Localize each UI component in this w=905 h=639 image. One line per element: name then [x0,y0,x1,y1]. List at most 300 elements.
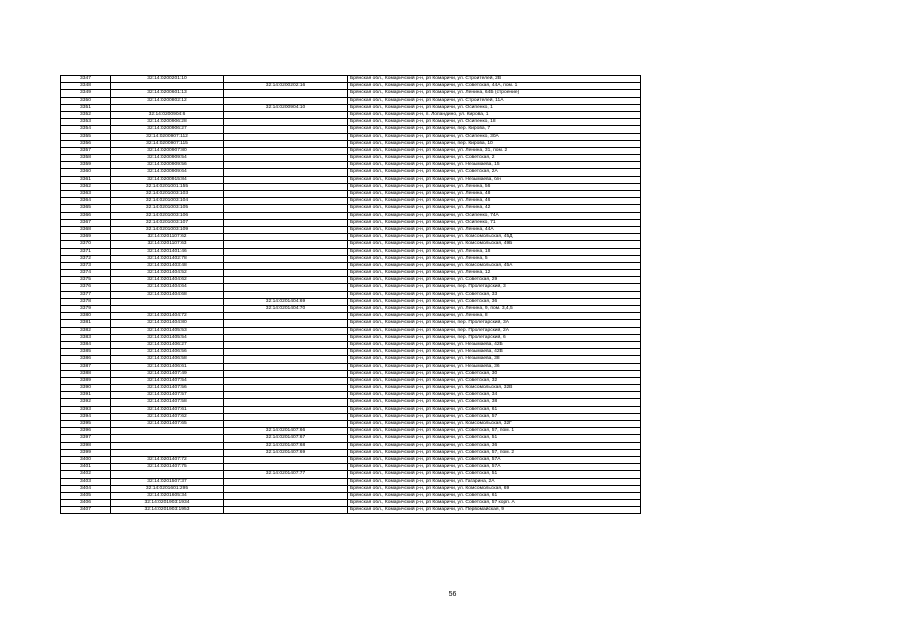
cadastral-number-land-cell: 32:14:0201605:34 [111,492,224,499]
cadastral-number-land-cell [111,471,224,478]
table-row [61,377,641,384]
row-number-cell: 3395 [61,421,111,428]
table-row [61,492,641,499]
address-cell: Брянская обл., Комаричский р-н, рп Комаричи, ул. Советская, 61 [348,492,641,499]
row-number-cell: 3361 [61,176,111,183]
address-cell: Брянская обл., Комаричский р-н, рп Комаричи, ул. Ленина, 48 [348,191,641,198]
table-row [61,205,641,212]
address-cell: Брянская обл., Комаричский р-н, рп Комаричи, ул. Ленина, 46 [348,198,641,205]
cadastral-number-building-cell: 32:14:0201404:69 [224,298,348,305]
cadastral-number-building-cell [224,97,348,104]
table-row [61,270,641,277]
address-cell: Брянская обл., Комаричский р-н, рп Комаричи, ул. Советская, 51 [348,435,641,442]
address-cell: Брянская обл., Комаричский р-н, рп Комаричи, ул. Ленина, 9, пом. 3,4,5 [348,306,641,313]
row-number-cell: 3357 [61,147,111,154]
table-row [61,147,641,154]
cadastral-number-land-cell: 32:14:0200906:28 [111,119,224,126]
cadastral-number-building-cell [224,133,348,140]
cadastral-number-building-cell [224,183,348,190]
table-row [61,111,641,118]
row-number-cell: 3350 [61,97,111,104]
row-number-cell: 3379 [61,306,111,313]
address-cell: Брянская обл., Комаричский р-н, рп Комаричи, ул. Советская, 32 [348,377,641,384]
row-number-cell: 3348 [61,83,111,90]
row-number-cell: 3400 [61,456,111,463]
cadastral-number-building-cell [224,370,348,377]
row-number-cell: 3373 [61,262,111,269]
row-number-cell: 3393 [61,406,111,413]
row-number-cell: 3386 [61,356,111,363]
address-cell: Брянская обл., Комаричский р-н, рп Комаричи, ул. Советская, 29 [348,277,641,284]
table-row [61,162,641,169]
address-cell: Брянская обл., Комаричский р-н, рп Комаричи, ул. Ленина, 64Б (строение) [348,90,641,97]
cadastral-number-land-cell: 32:14:0201407:72 [111,456,224,463]
cadastral-number-land-cell: 32:14:0201404:52 [111,270,224,277]
cadastral-number-building-cell [224,147,348,154]
table-row [61,219,641,226]
address-cell: Брянская обл., Комаричский р-н, рп Комаричи, ул. Ленина, 5 [348,255,641,262]
cadastral-number-land-cell: 32:14:0201406:56 [111,349,224,356]
row-number-cell: 3384 [61,341,111,348]
cadastral-number-land-cell: 32:14:0201003:109 [111,226,224,233]
table-row [61,155,641,162]
cadastral-number-land-cell: 32:14:0201404:64 [111,284,224,291]
table-row [61,435,641,442]
address-cell: Брянская обл., Комаричский р-н, рп Комаричи, ул. Ленина, 18 [348,248,641,255]
table-row [61,133,641,140]
table-row [61,183,641,190]
row-number-cell: 3353 [61,119,111,126]
address-cell: Брянская обл., Комаричский р-н, рп Комаричи, ул. Ленина, 56 [348,183,641,190]
address-cell: Брянская обл., Комаричский р-н, рп Комаричи, пер. Пролетарский, 6 [348,334,641,341]
address-cell: Брянская обл., Комаричский р-н, рп Комаричи, ул. Осипенко, 18 [348,119,641,126]
cadastral-number-building-cell [224,111,348,118]
address-cell: Брянская обл., Комаричский р-н, рп Комаричи, ул. Незымаева, 36 [348,363,641,370]
address-cell: Брянская обл., Комаричский р-н, рп Комаричи, ул. Осипенко, 74А [348,212,641,219]
cadastral-number-land-cell [111,449,224,456]
table-row [61,442,641,449]
cadastral-number-building-cell [224,507,348,514]
row-number-cell: 3399 [61,449,111,456]
cadastral-number-land-cell: 32:14:0200201:10 [111,76,224,83]
table-row [61,385,641,392]
row-number-cell: 3360 [61,169,111,176]
cadastral-number-land-cell: 32:14:0201407:61 [111,406,224,413]
row-number-cell: 3405 [61,492,111,499]
cadastral-number-land-cell: 32:14:0201903:1953 [111,507,224,514]
row-number-cell: 3407 [61,507,111,514]
row-number-cell: 3374 [61,270,111,277]
row-number-cell: 3356 [61,140,111,147]
address-cell: Брянская обл., Комаричский р-н, рп Комаричи, ул. Советская, 44А, пом. 1 [348,83,641,90]
cadastral-number-building-cell: 32:14:0200904:10 [224,104,348,111]
cadastral-number-land-cell: 32:14:0201404:68 [111,291,224,298]
address-cell: Брянская обл., Комаричский р-н, рп Комаричи, ул. Незымаева, б/н [348,176,641,183]
cadastral-number-land-cell: 32:14:0201405:53 [111,327,224,334]
cadastral-number-building-cell [224,500,348,507]
cadastral-number-building-cell [224,248,348,255]
row-number-cell: 3388 [61,370,111,377]
cadastral-number-land-cell: 32:14:0201601:295 [111,485,224,492]
address-cell: Брянская обл., Комаричский р-н, рп Комаричи, ул. Советская, 2 [348,155,641,162]
cadastral-number-land-cell: 32:14:0201107:63 [111,241,224,248]
cadastral-number-building-cell [224,320,348,327]
table-row [61,176,641,183]
table-row [61,169,641,176]
cadastral-number-building-cell [224,341,348,348]
row-number-cell: 3368 [61,226,111,233]
cadastral-number-land-cell [111,442,224,449]
table-row [61,413,641,420]
table-row [61,334,641,341]
address-cell: Брянская обл., Комаричский р-н, рп Комаричи, ул. Ленина, 31, пом. 2 [348,147,641,154]
cadastral-number-building-cell [224,241,348,248]
address-cell: Брянская обл., Комаричский р-н, рп Комаричи, ул. Советская, 57 [348,413,641,420]
cadastral-number-building-cell [224,313,348,320]
row-number-cell: 3402 [61,471,111,478]
address-cell: Брянская обл., Комаричский р-н, рп Комаричи, ул. Осипенко, 30А [348,133,641,140]
address-cell: Брянская обл., Комаричский р-н, рп Комаричи, ул. Незымаева, 15 [348,162,641,169]
address-cell: Брянская обл., Комаричский р-н, рп Комаричи, ул. Советская, 33 [348,291,641,298]
cadastral-number-building-cell [224,270,348,277]
address-cell: Брянская обл., Комаричский р-н, рп Комаричи, ул. Советская, 2А [348,169,641,176]
cadastral-number-land-cell: 32:14:0201403:48 [111,262,224,269]
cadastral-number-land-cell: 32:14:0201107:62 [111,234,224,241]
cadastral-number-land-cell: 32:14:0201404:62 [111,277,224,284]
cadastral-number-land-cell: 32:14:0200909:54 [111,155,224,162]
row-number-cell: 3376 [61,284,111,291]
address-cell: Брянская обл., Комаричский р-н, рп Комаричи, ул. Советская, 51 [348,471,641,478]
table-row [61,464,641,471]
table-row [61,83,641,90]
row-number-cell: 3398 [61,442,111,449]
address-cell: Брянская обл., Комаричский р-н, рп Комаричи, ул. Комсомольская, 69 [348,485,641,492]
address-cell: Брянская обл., Комаричский р-н, рп Комаричи, ул. Первомайская, 9 [348,507,641,514]
cadastral-number-building-cell [224,219,348,226]
row-number-cell: 3397 [61,435,111,442]
cadastral-number-building-cell [224,392,348,399]
cadastral-number-land-cell: 32:14:0201407:65 [111,421,224,428]
table-row [61,392,641,399]
cadastral-number-land-cell: 32:14:0201001:155 [111,183,224,190]
table-row [61,327,641,334]
address-cell: Брянская обл., Комаричский р-н, рп Комаричи, ул. Незымаева, 42Б [348,341,641,348]
row-number-cell: 3351 [61,104,111,111]
cadastral-number-land-cell: 32:14:0201407:58 [111,399,224,406]
cadastral-number-building-cell [224,492,348,499]
property-table-body [61,76,641,514]
cadastral-number-land-cell: 32:14:0200907:115 [111,140,224,147]
table-row [61,97,641,104]
table-row [61,456,641,463]
cadastral-number-building-cell [224,176,348,183]
cadastral-number-building-cell: 32:14:0201407:67 [224,435,348,442]
cadastral-number-building-cell [224,191,348,198]
cadastral-number-land-cell: 32:14:0200601:13 [111,90,224,97]
table-row [61,500,641,507]
table-row [61,76,641,83]
address-cell: Брянская обл., Комаричский р-н, рп Комаричи, ул. Советская, 34 [348,392,641,399]
cadastral-number-land-cell: 32:14:0201003:107 [111,219,224,226]
table-row [61,291,641,298]
row-number-cell: 3355 [61,133,111,140]
table-row [61,298,641,305]
table-row [61,370,641,377]
cadastral-number-building-cell [224,363,348,370]
cadastral-number-building-cell [224,464,348,471]
cadastral-number-land-cell: 32:14:0201406:61 [111,363,224,370]
cadastral-number-land-cell: 32:14:0201003:104 [111,198,224,205]
table-row [61,341,641,348]
address-cell: Брянская обл., Комаричский р-н, рп Комаричи, ул. Строителей, 11А [348,97,641,104]
address-cell: Брянская обл., Комаричский р-н, рп Комаричи, ул. Советская, 57 корп. А [348,500,641,507]
table-row [61,449,641,456]
table-row [61,478,641,485]
row-number-cell: 3375 [61,277,111,284]
address-cell: Брянская обл., Комаричский р-н, рп Комаричи, ул. Комсомольская, 32Г [348,421,641,428]
cadastral-number-land-cell [111,306,224,313]
cadastral-number-building-cell [224,119,348,126]
table-row [61,320,641,327]
address-cell: Брянская обл., Комаричский р-н, рп Комаричи, ул. Советская, 57, пом. 2 [348,449,641,456]
table-row [61,90,641,97]
row-number-cell: 3352 [61,111,111,118]
cadastral-number-land-cell: 32:14:0201407:62 [111,413,224,420]
address-cell: Брянская обл., Комаричский р-н, рп Комаричи, пер. Пролетарский, 3А [348,320,641,327]
table-row [61,363,641,370]
address-cell: Брянская обл., Комаричский р-н, рп Комаричи, ул. Ленина, 8 [348,313,641,320]
cadastral-number-land-cell: 32:14:0200906:27 [111,126,224,133]
table-row [61,241,641,248]
row-number-cell: 3371 [61,248,111,255]
address-cell: Брянская обл., Комаричский р-н, п. Лопандино, ул. Кирова, 1 [348,111,641,118]
row-number-cell: 3391 [61,392,111,399]
address-cell: Брянская обл., Комаричский р-н, рп Комаричи, ул. Советская, 36 [348,442,641,449]
cadastral-number-land-cell: 32:14:0201402:78 [111,255,224,262]
table-row [61,399,641,406]
row-number-cell: 3380 [61,313,111,320]
cadastral-number-building-cell [224,212,348,219]
row-number-cell: 3389 [61,377,111,384]
cadastral-number-land-cell: 32:14:0200907:112 [111,133,224,140]
cadastral-number-building-cell [224,284,348,291]
row-number-cell: 3372 [61,255,111,262]
address-cell: Брянская обл., Комаричский р-н, рп Комаричи, ул. Ленина, 12 [348,270,641,277]
cadastral-number-building-cell: 32:14:0201407:77 [224,471,348,478]
cadastral-number-land-cell: 32:14:0201406:27 [111,341,224,348]
cadastral-number-land-cell: 32:14:0201407:54 [111,377,224,384]
row-number-cell: 3367 [61,219,111,226]
table-row [61,191,641,198]
row-number-cell: 3366 [61,212,111,219]
table-row [61,198,641,205]
cadastral-number-land-cell: 32:14:0201003:106 [111,212,224,219]
cadastral-number-land-cell: 32:14:0201003:103 [111,191,224,198]
cadastral-number-land-cell: 32:14:0200904:6 [111,111,224,118]
address-cell: Брянская обл., Комаричский р-н, рп Комаричи, ул. Советская, 57, пом. 1 [348,428,641,435]
row-number-cell: 3394 [61,413,111,420]
cadastral-number-building-cell [224,169,348,176]
cadastral-number-land-cell [111,298,224,305]
address-cell: Брянская обл., Комаричский р-н, рп Комаричи, ул. Гагарина, 2А [348,478,641,485]
row-number-cell: 3347 [61,76,111,83]
address-cell: Брянская обл., Комаричский р-н, рп Комаричи, ул. Советская, 57А [348,464,641,471]
cadastral-number-building-cell [224,334,348,341]
table-row [61,485,641,492]
table-row [61,212,641,219]
row-number-cell: 3385 [61,349,111,356]
cadastral-number-land-cell: 32:14:0200802:12 [111,97,224,104]
row-number-cell: 3377 [61,291,111,298]
row-number-cell: 3401 [61,464,111,471]
cadastral-number-building-cell: 32:14:0201407:69 [224,449,348,456]
row-number-cell: 3358 [61,155,111,162]
cadastral-number-building-cell [224,291,348,298]
cadastral-number-building-cell [224,456,348,463]
table-row [61,349,641,356]
cadastral-number-building-cell [224,349,348,356]
row-number-cell: 3392 [61,399,111,406]
address-cell: Брянская обл., Комаричский р-н, рп Комаричи, пер. Кирова, 10 [348,140,641,147]
cadastral-number-land-cell: 32:14:0201407:75 [111,464,224,471]
cadastral-number-building-cell: 32:14:0200202:16 [224,83,348,90]
cadastral-number-building-cell [224,478,348,485]
table-row [61,356,641,363]
cadastral-number-building-cell [224,385,348,392]
row-number-cell: 3383 [61,334,111,341]
address-cell: Брянская обл., Комаричский р-н, рп Комаричи, пер. Пролетарский, 3 [348,284,641,291]
cadastral-number-building-cell [224,76,348,83]
cadastral-number-land-cell: 32:14:0201407:56 [111,385,224,392]
cadastral-number-land-cell [111,428,224,435]
table-row [61,471,641,478]
address-cell: Брянская обл., Комаричский р-н, рп Комаричи, ул. Незымаева, 38 [348,356,641,363]
cadastral-number-building-cell [224,155,348,162]
address-cell: Брянская обл., Комаричский р-н, рп Комаричи, ул. Ленина, 44А [348,226,641,233]
row-number-cell: 3364 [61,198,111,205]
address-cell: Брянская обл., Комаричский р-н, рп Комаричи, ул. Советская, 61 [348,406,641,413]
cadastral-number-land-cell: 32:14:0201404:72 [111,313,224,320]
address-cell: Брянская обл., Комаричский р-н, рп Комаричи, ул. Незымаева, 42В [348,349,641,356]
cadastral-number-building-cell: 32:14:0201404:70 [224,306,348,313]
table-row [61,234,641,241]
row-number-cell: 3382 [61,327,111,334]
cadastral-number-building-cell [224,406,348,413]
row-number-cell: 3370 [61,241,111,248]
row-number-cell: 3365 [61,205,111,212]
row-number-cell: 3390 [61,385,111,392]
table-row [61,140,641,147]
row-number-cell: 3378 [61,298,111,305]
address-cell: Брянская обл., Комаричский р-н, рп Комаричи, пер. Кирова, 7 [348,126,641,133]
table-row [61,226,641,233]
cadastral-number-land-cell [111,435,224,442]
cadastral-number-land-cell: 32:14:0201407:57 [111,392,224,399]
table-row [61,284,641,291]
cadastral-number-land-cell: 32:14:0200907:80 [111,147,224,154]
cadastral-number-building-cell [224,485,348,492]
row-number-cell: 3381 [61,320,111,327]
row-number-cell: 3369 [61,234,111,241]
cadastral-number-land-cell: 32:14:0201406:58 [111,356,224,363]
address-cell: Брянская обл., Комаричский р-н, рп Комаричи, ул. Комсомольская, 45А [348,262,641,269]
cadastral-number-land-cell: 32:14:0201401:46 [111,248,224,255]
address-cell: Брянская обл., Комаричский р-н, рп Комаричи, ул. Комсомольская, 32В [348,385,641,392]
page-number: 56 [448,591,457,598]
cadastral-number-land-cell [111,104,224,111]
address-cell: Брянская обл., Комаричский р-н, рп Комаричи, ул. Советская, 36 [348,298,641,305]
cadastral-number-building-cell [224,90,348,97]
address-cell: Брянская обл., Комаричский р-н, рп Комаричи, ул. Осипенко, 71 [348,219,641,226]
table-row [61,126,641,133]
address-cell: Брянская обл., Комаричский р-н, рп Комаричи, ул. Ленина, 42 [348,205,641,212]
address-cell: Брянская обл., Комаричский р-н, рп Комаричи, ул. Осипенко, 1 [348,104,641,111]
cadastral-number-land-cell: 32:14:0200915:84 [111,176,224,183]
cadastral-number-building-cell [224,327,348,334]
cadastral-number-building-cell [224,205,348,212]
table-row [61,119,641,126]
row-number-cell: 3363 [61,191,111,198]
cadastral-number-building-cell [224,126,348,133]
row-number-cell: 3359 [61,162,111,169]
table-row [61,428,641,435]
table-row [61,277,641,284]
table-row [61,255,641,262]
cadastral-number-building-cell [224,399,348,406]
cadastral-number-building-cell [224,377,348,384]
cadastral-number-building-cell [224,255,348,262]
row-number-cell: 3354 [61,126,111,133]
table-row [61,313,641,320]
cadastral-number-land-cell: 32:14:0201407:49 [111,370,224,377]
cadastral-number-building-cell: 32:14:0201407:68 [224,442,348,449]
table-row [61,507,641,514]
row-number-cell: 3387 [61,363,111,370]
table-row [61,406,641,413]
cadastral-number-building-cell [224,226,348,233]
cadastral-number-land-cell: 32:14:0201903:1934 [111,500,224,507]
cadastral-number-land-cell: 32:14:0200909:56 [111,162,224,169]
cadastral-number-land-cell [111,83,224,90]
row-number-cell: 3403 [61,478,111,485]
address-cell: Брянская обл., Комаричский р-н, рп Комаричи, ул. Советская, 30 [348,370,641,377]
address-cell: Брянская обл., Комаричский р-н, рп Комаричи, ул. Строителей, 2В [348,76,641,83]
property-table [60,75,641,514]
row-number-cell: 3349 [61,90,111,97]
cadastral-number-building-cell [224,234,348,241]
address-cell: Брянская обл., Комаричский р-н, рп Комаричи, ул. Советская, 38 [348,399,641,406]
cadastral-number-building-cell [224,413,348,420]
cadastral-number-building-cell [224,356,348,363]
cadastral-number-building-cell [224,140,348,147]
table-row [61,248,641,255]
table-row [61,104,641,111]
cadastral-number-building-cell [224,198,348,205]
cadastral-number-land-cell: 32:14:0201404:80 [111,320,224,327]
address-cell: Брянская обл., Комаричский р-н, рп Комаричи, ул. Комсомольская, 49Б [348,241,641,248]
address-cell: Брянская обл., Комаричский р-н, рп Комаричи, ул. Советская, 57А [348,456,641,463]
row-number-cell: 3404 [61,485,111,492]
cadastral-number-land-cell: 32:14:0201405:54 [111,334,224,341]
cadastral-number-land-cell: 32:14:0201003:105 [111,205,224,212]
cadastral-number-land-cell: 32:14:0201507:37 [111,478,224,485]
cadastral-number-building-cell [224,262,348,269]
table-row [61,421,641,428]
cadastral-number-building-cell [224,277,348,284]
cadastral-number-building-cell [224,421,348,428]
address-cell: Брянская обл., Комаричский р-н, рп Комаричи, ул. Комсомольская, 45Д [348,234,641,241]
cadastral-number-building-cell [224,162,348,169]
